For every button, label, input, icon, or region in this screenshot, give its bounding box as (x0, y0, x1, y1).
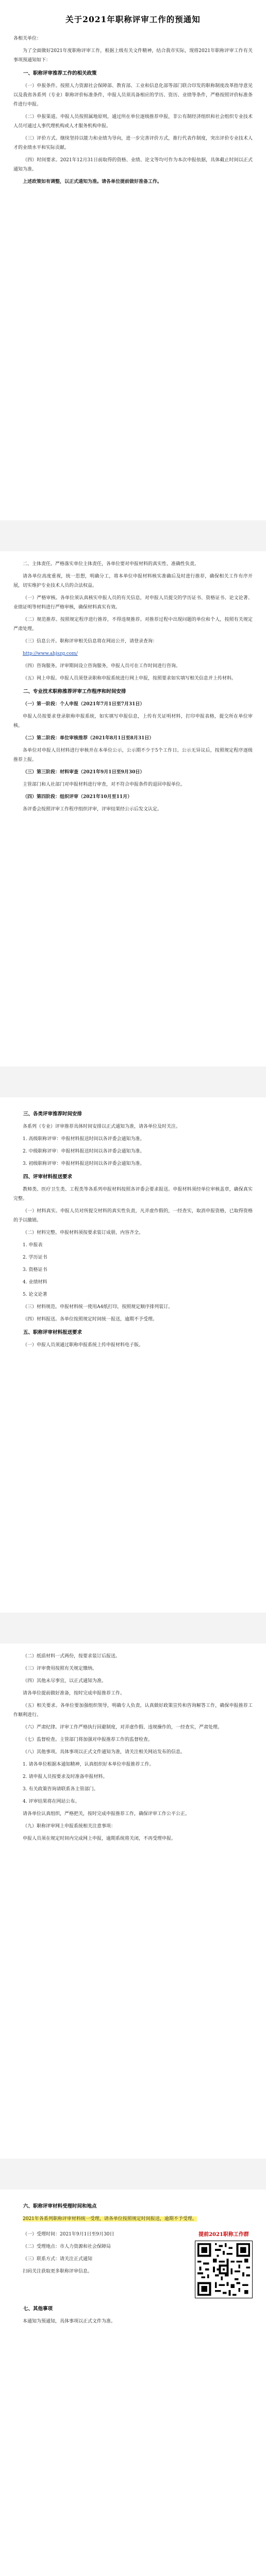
paragraph: 各系列（专业）评审推荐具体时间安排以正式通知为准，请各单位及时关注。 (23, 1124, 181, 1129)
paragraph: （一）申报人员须通过职称申报系统上传申报材料电子版。 (23, 1343, 144, 1348)
paragraph: （二）材料完整。申报材料须按要求装订成册，内容齐全。 (23, 1230, 144, 1235)
paragraph: 二、主体责任。严格落实单位主体责任，各单位要对申报材料的真实性、准确性负责。 (23, 562, 200, 567)
paragraph: （八）其他事项。具体事项以正式文件通知为准，请关注相关网站发布的信息。 (23, 1750, 186, 1755)
paragraph: （四）材料报送。各单位按照规定时间统一报送，逾期不予受理。 (23, 1317, 158, 1322)
section-heading: 六、职称评审材料受理时间和地点 (23, 2204, 97, 2209)
paragraph: （一）材料真实。申报人员对所提交材料的真实性负责，凡弄虚作假的，一经查实，取消申报资格，已取得资格的予以撤销。 (13, 1209, 253, 1223)
list-item: 3. 资格证书 (23, 1267, 47, 1273)
paragraph: 3. 初级职称评审：申报材料报送时间以各评委会通知为准。 (23, 1161, 145, 1166)
paragraph: 为了全面做好2021年度职称评审工作，根据上级有关文件精神，结合我市实际，现将2021年职称评审工作有关事项预通知如下： (13, 48, 253, 63)
paragraph: （二）申报渠道。申报人员按照属地原则，通过所在单位逐级推荐申报，非公有制经济组织和社会组织专业技术人员可通过人事代理机构或人才服务机构申报。 (13, 114, 253, 129)
document-page-5 (0, 2190, 266, 2576)
document-page-1 (0, 0, 266, 520)
paragraph: （七）监督检查。主管部门将加强对申报推荐工作的监督检查。 (23, 1737, 153, 1742)
paragraph: （一）受理时间：2021年9月1日至9月30日 (23, 2232, 114, 2237)
document-title: 关于2021年职称评审工作的预通知 (65, 14, 201, 24)
section-heading: 三、各类评审推荐时间安排 (23, 1111, 82, 1117)
list-item: 3. 有关政策咨询请联系各主管部门。 (23, 1787, 98, 1792)
paragraph: 申报人员须在规定时间内完成网上申报，逾期系统将关闭，不再受理申报。 (23, 1836, 176, 1841)
paragraph: （三）第三阶段：材料审查（2021年9月1日至9月30日） (23, 770, 145, 775)
paragraph: 各单位对申报人员材料进行审核并在本单位公示，公示期不少于5个工作日。公示无异议后，按照规定程序逐级推荐上报。 (13, 748, 253, 762)
paragraph: （四）第四阶段：组织评审（2021年10月至11月） (23, 794, 132, 800)
document-page-3 (0, 1097, 266, 1613)
paragraph: （五）相关要求。各单位要加强组织领导，明确专人负责，认真做好政策宣传和咨询解答工作，确保申报推荐工作顺利进行。 (13, 1703, 253, 1718)
paragraph: 上述政策如有调整，以正式通知为准。请各单位提前做好准备工作。 (23, 179, 162, 184)
salutation: 各相关单位： (13, 36, 42, 41)
paragraph: （四）时间要求。2021年12月31日前取得的资格、业绩、论文等均可作为本次申报依据，具体截止时间以正式通知为准。 (13, 158, 253, 172)
paragraph: 请各单位高度重视，统一思想，明确分工，将本单位申报材料核实准确后及时进行推荐，确保相关工作有序开展，切实维护专业技术人员的合法权益。 (13, 574, 253, 588)
paragraph: 2. 中级职称评审：申报材料报送时间以各评委会通知为准。 (23, 1149, 145, 1154)
section-heading: 七、其他事项 (23, 2306, 53, 2312)
paragraph: （三）评价方式。继续坚持以能力和业绩为导向，进一步完善评价方式，推行代表作制度，突出评价专业技术人才的业绩水平和实际贡献。 (13, 136, 253, 150)
paragraph: 本通知为预通知，具体事项以正式文件为准。 (23, 2319, 116, 2324)
paragraph: 扫码关注获取更多职称评审信息。 (23, 2269, 93, 2274)
paragraph: （三）材料规范。申报材料统一使用A4纸打印，按照规定顺序排列装订。 (23, 1304, 173, 1310)
paragraph: （二）第二阶段：单位审核推荐（2021年8月1日至8月31日） (23, 736, 154, 741)
paragraph: （一）严格审核。各单位须认真核实申报人员的有关信息，对申报人员提交的学历证书、资格证书、论文论著、业绩证明等材料进行严格审核，确保材料真实有效。 (13, 596, 253, 610)
list-item: 1. 请各单位根据本通知精神，认真组织好本单位申报推荐工作。 (23, 1762, 154, 1767)
list-item: 4. 评审结果将在网站公布。 (23, 1799, 80, 1804)
paragraph: 主管部门和人社部门对申报材料进行审查，对不符合申报条件的退回申报单位。 (23, 782, 186, 787)
paragraph: 请各单位提前做好准备，按时完成申报推荐工作。 (23, 1691, 125, 1696)
section-heading: 四、评审材料报送要求 (23, 1174, 73, 1180)
paragraph: 申报人员按要求登录职称申报系统，如实填写申报信息，上传有关证明材料，打印申报表格，提交所在单位审核。 (13, 714, 253, 728)
paragraph: （三）评审费用按照有关规定缴纳。 (23, 1666, 97, 1671)
paragraph: （四）其他未尽事宜，以正式通知为准。 (23, 1679, 107, 1684)
qr-code-icon[interactable] (195, 2241, 253, 2298)
highlighted-note: 2021年各系列职称评审材料统一受理，请各单位按照规定时间报送，逾期不予受理。 (23, 2216, 197, 2222)
document-page-2 (0, 551, 266, 1066)
page-gap (0, 1066, 266, 1097)
paragraph: （二）受理地点：市人力资源和社会保障局 (23, 2244, 111, 2249)
paragraph: （二）纸质材料一式两份，按要求装订后报送。 (23, 1654, 121, 1659)
qr-section (13, 2230, 253, 2300)
list-item: 4. 业绩材料 (23, 1280, 47, 1285)
paragraph: 教师类、医疗卫生类、工程类等各系列申报材料按照各评委会要求报送。申报材料须经单位审核盖章，确保真实完整。 (13, 1187, 253, 1201)
paragraph: （六）严肃纪律。评审工作严格执行回避制度，对弄虚作假、违规操作的，一经查实，严肃处理。 (23, 1725, 223, 1730)
paragraph: 1. 高级职称评审：申报材料报送时间以各评委会通知为准。 (23, 1137, 145, 1142)
paragraph: （一）第一阶段：个人申报（2021年7月1日至7月31日） (23, 702, 145, 707)
page-gap (0, 2159, 266, 2190)
paragraph: （四）咨询服务。评审期间设立咨询服务，申报人员可在工作时间进行咨询。 (23, 664, 181, 669)
document-page-4 (0, 1643, 266, 2159)
paragraph: 请各单位认真组织，严格把关，按时完成申报推荐工作，确保评审工作公平公正。 (23, 1811, 190, 1817)
page-gap (0, 1613, 266, 1643)
page-gap (0, 520, 266, 551)
section-heading: 五、职称评审材料报送要求 (23, 1330, 82, 1335)
paragraph: （九）职称评审网上申报系统相关注意事项： (23, 1824, 116, 1829)
section-heading: 二、专业技术职称推荐评审工作程序和时间安排 (23, 689, 126, 694)
list-item: 5. 论文论著 (23, 1292, 47, 1297)
section-heading: 一、职称评审推荐工作的相关政策 (23, 71, 97, 76)
website-link[interactable]: http://www.ahjszg.com/ (23, 651, 78, 656)
paragraph: （三）联系方式：请关注正式通知 (23, 2257, 93, 2262)
paragraph: （五）网上申报。申报人员须登录职称申报系统进行网上申报，按照要求如实填写相关信息并上传材料。 (23, 676, 237, 681)
qr-caption: 提前2021职称工作群 (198, 2232, 249, 2238)
list-item: 2. 请申报人员按要求及时准备申报材料。 (23, 1774, 108, 1780)
paragraph: 各评委会按照评审工作程序组织评审，评审结果经公示后发文认定。 (23, 807, 162, 812)
paragraph: （二）规范推荐。按照规定程序进行推荐，不得违规推荐。对推荐过程中出现问题的单位和个人，按照有关规定严肃处理。 (13, 617, 253, 632)
list-item: 1. 申报表 (23, 1243, 43, 1248)
paragraph: （一）申报条件。按照人力资源社会保障部、教育部、工业和信息化部等部门联合印发的职称制度改革指导意见以及我省各系列（专业）职称评价标准条件，申报人员须具备相应的学历、资历、业绩等条件，严格按照评价标准条件进行申报。 (13, 83, 253, 107)
paragraph: （三）信息公开。职称评审相关信息将在网站公开，请登录查询： (23, 639, 158, 644)
list-item: 2. 学历证书 (23, 1255, 47, 1260)
qr-code-block (195, 2230, 253, 2300)
